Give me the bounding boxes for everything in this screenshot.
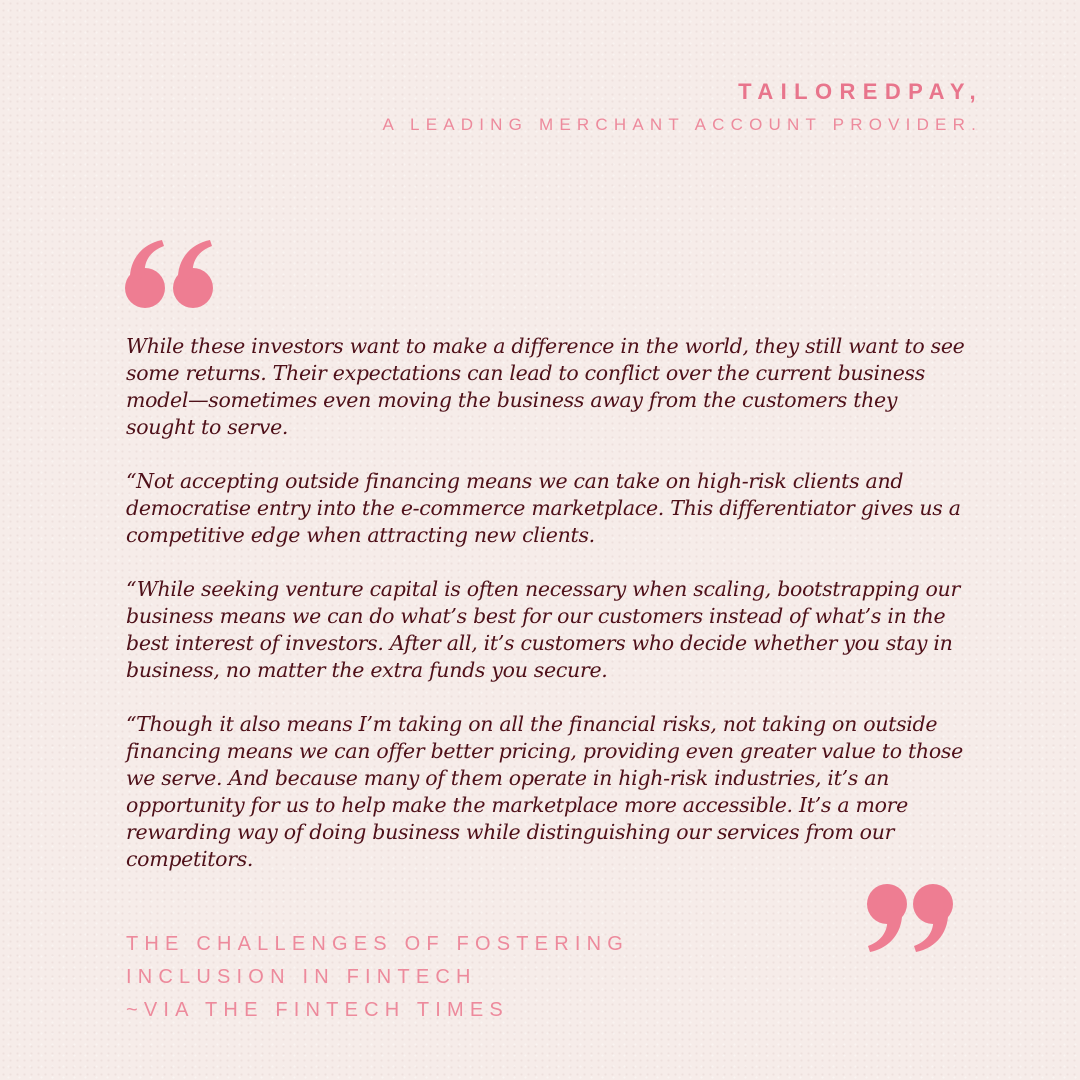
source-title-line-1: THE CHALLENGES OF FOSTERING [126, 933, 630, 955]
quote-paragraph: “Though it also means I’m taking on all the financial risks, not taking on outside financing means we can offer better pricing, providing even greater value to those we serve. And because many of them operate in high-risk industries, it’s an opportunity for us to help make the marketplace more accessible. It’s a more rewarding way of doing business while distinguishing our services from our competitors. [126, 712, 963, 871]
quote-paragraph: While these investors want to make a difference in the world, they still want to see some returns. Their expectations can lead to conflict over the current business model—sometimes even moving the business away from the customers they sought to serve. [126, 334, 965, 439]
close-quote-icon [864, 882, 956, 954]
quote-paragraph: “Not accepting outside financing means we can take on high-risk clients and democratise entry into the e-commerce marketplace. This differentiator gives us a competitive edge when attracting new clients. [126, 469, 961, 547]
source-attribution [126, 928, 629, 1027]
quote-body [126, 333, 966, 900]
source-title-line-2: INCLUSION IN FINTECH [126, 966, 477, 988]
brand-tagline: A LEADING MERCHANT ACCOUNT PROVIDER. [382, 115, 982, 134]
open-quote-icon [124, 238, 218, 312]
quote-paragraph: “While seeking venture capital is often necessary when scaling, bootstrapping our business means we can do what’s best for our customers instead of what’s in the best interest of investors. After all, it’s customers who decide whether you stay in business, no matter the extra funds you secure. [126, 577, 960, 682]
brand-name: TAILOREDPAY, [738, 79, 983, 104]
header [382, 78, 983, 137]
source-publication: ~VIA THE FINTECH TIMES [126, 999, 509, 1021]
